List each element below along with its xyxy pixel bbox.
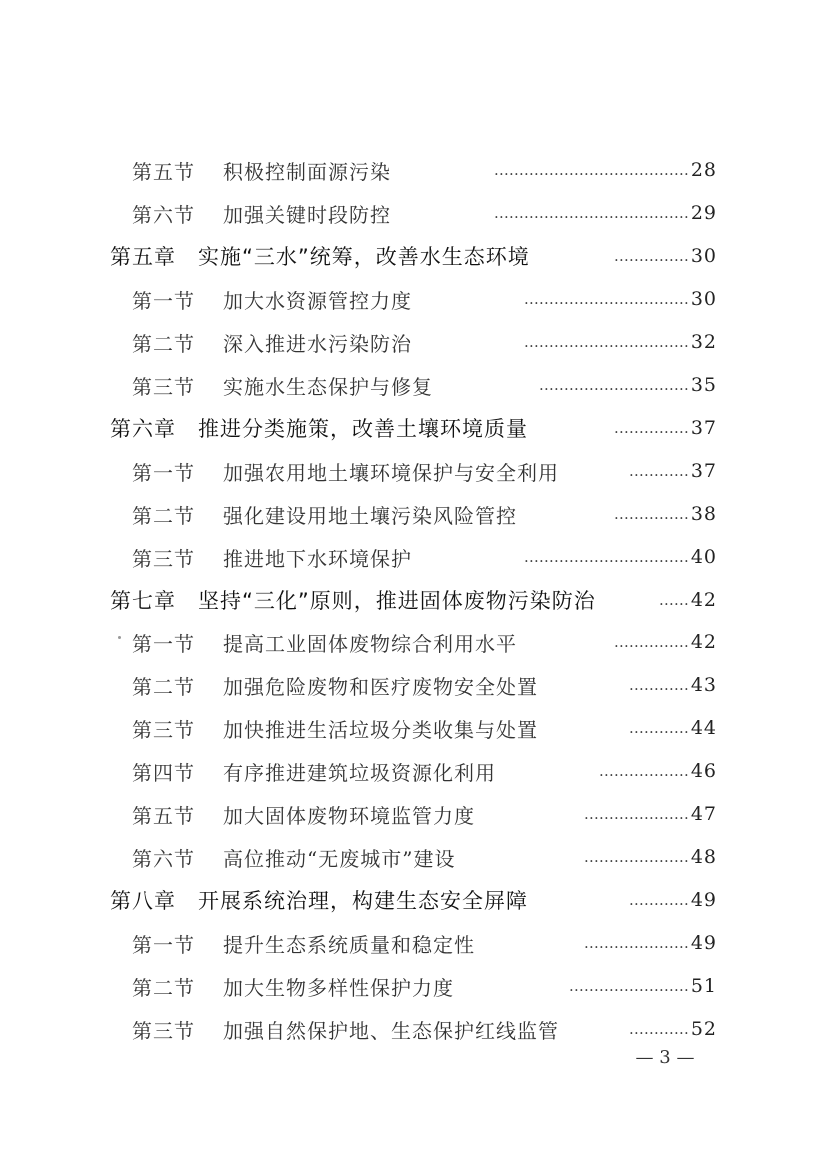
- toc-chapter-row[interactable]: [0, 885, 827, 915]
- toc-leader: [588, 460, 717, 482]
- toc-leader: [410, 159, 717, 181]
- page-number: 42: [690, 589, 717, 611]
- page-number: 47: [690, 803, 717, 825]
- chapter-number: 第八章: [110, 889, 176, 913]
- section-number: 第二节: [132, 674, 195, 699]
- section-title: 加强危险废物和医疗废物安全处置: [223, 674, 538, 699]
- leader-dots: …………: [628, 462, 689, 480]
- page-number: 38: [690, 503, 717, 525]
- chapter-title: 推进分类施策，改善土壤环境质量: [198, 417, 528, 441]
- toc-section-row[interactable]: [0, 155, 827, 185]
- toc-section-row[interactable]: [0, 198, 827, 228]
- toc-leader: [432, 288, 717, 310]
- leader-dots: ……………………: [568, 977, 689, 995]
- page-number: 42: [690, 631, 717, 653]
- page-number: 49: [690, 889, 717, 911]
- leader-dots: ………………: [598, 762, 689, 780]
- section-title: 有序推进建筑垃圾资源化利用: [223, 760, 496, 785]
- page-number: 30: [690, 245, 717, 267]
- scan-speck: [118, 636, 121, 639]
- leader-dots: …………………: [583, 848, 689, 866]
- section-number: 第二节: [132, 503, 195, 528]
- page-number: 35: [690, 374, 717, 396]
- section-title: 加大生物多样性保护力度: [223, 975, 454, 1000]
- page-number: 29: [690, 202, 717, 224]
- toc-leader: [500, 803, 717, 825]
- section-title: 加强农用地土壤环境保护与安全利用: [223, 460, 559, 485]
- leader-dots: …………………………………: [493, 161, 689, 179]
- toc-leader: [453, 374, 717, 396]
- page-number: 37: [690, 460, 717, 482]
- section-title: 积极控制面源污染: [223, 159, 391, 184]
- leader-dots: …………………………: [538, 376, 689, 394]
- toc-section-row[interactable]: [0, 799, 827, 829]
- section-number: 第四节: [132, 760, 195, 785]
- page-number-footer: — 3 —: [635, 1047, 695, 1068]
- page-number: 49: [690, 932, 717, 954]
- section-title: 加快推进生活垃圾分类收集与处置: [223, 717, 538, 742]
- toc-section-row[interactable]: [0, 928, 827, 958]
- leader-dots: …………: [628, 1020, 689, 1038]
- leader-dots: …………: [628, 719, 689, 737]
- toc-chapter-row[interactable]: [0, 413, 827, 443]
- section-number: 第二节: [132, 975, 195, 1000]
- section-title: 加大固体废物环境监管力度: [223, 803, 475, 828]
- section-number: 第三节: [132, 717, 195, 742]
- toc-section-row[interactable]: [0, 499, 827, 529]
- section-title: 加大水资源管控力度: [223, 288, 412, 313]
- toc-section-row[interactable]: [0, 370, 827, 400]
- leader-dots: ……………………………: [523, 290, 689, 308]
- page-number: 46: [690, 760, 717, 782]
- section-title: 提高工业固体废物综合利用水平: [223, 631, 517, 656]
- chapter-title: 坚持“三化”原则，推进固体废物污染防治: [198, 589, 596, 613]
- section-number: 第三节: [132, 374, 195, 399]
- page-number: 40: [690, 546, 717, 568]
- leader-dots: ……………: [613, 247, 689, 265]
- chapter-number: 第五章: [110, 245, 176, 269]
- leader-dots: ……………: [613, 505, 689, 523]
- toc-section-row[interactable]: [0, 284, 827, 314]
- section-number: 第一节: [132, 932, 195, 957]
- leader-dots: …………………: [583, 805, 689, 823]
- toc-leader: [432, 546, 717, 568]
- leader-dots: ……………: [613, 419, 689, 437]
- leader-dots: ……………: [613, 633, 689, 651]
- section-title: 加强关键时段防控: [223, 202, 391, 227]
- toc-leader: [619, 589, 717, 611]
- toc-section-row[interactable]: [0, 971, 827, 1001]
- toc-leader: [519, 760, 717, 782]
- section-title: 加强自然保护地、生态保护红线监管: [223, 1018, 559, 1043]
- toc-section-row[interactable]: [0, 327, 827, 357]
- toc-section-row[interactable]: [0, 456, 827, 486]
- chapter-title: 开展系统治理，构建生态安全屏障: [198, 889, 528, 913]
- toc-leader: [542, 503, 717, 525]
- leader-dots: ……: [658, 591, 689, 609]
- chapter-number: 第七章: [110, 589, 176, 613]
- toc-section-row[interactable]: [0, 842, 827, 872]
- section-title: 提升生态系统质量和稳定性: [223, 932, 475, 957]
- page-number: 44: [690, 717, 717, 739]
- toc-leader: [478, 975, 717, 997]
- section-number: 第一节: [132, 288, 195, 313]
- toc-leader: [565, 717, 717, 739]
- section-number: 第三节: [132, 1018, 195, 1043]
- toc-leader: [594, 1018, 717, 1040]
- section-number: 第一节: [132, 460, 195, 485]
- toc-section-row[interactable]: [0, 756, 827, 786]
- leader-dots: ……………………………: [523, 548, 689, 566]
- page-number: 28: [690, 159, 717, 181]
- section-number: 第五节: [132, 159, 195, 184]
- page-number: 51: [690, 975, 717, 997]
- toc-section-row[interactable]: [0, 627, 827, 657]
- section-number: 第三节: [132, 546, 195, 571]
- section-title: 强化建设用地土壤污染风险管控: [223, 503, 517, 528]
- toc-section-row[interactable]: [0, 670, 827, 700]
- leader-dots: …………: [628, 891, 689, 909]
- leader-dots: ……………………………: [523, 333, 689, 351]
- toc-chapter-row[interactable]: [0, 585, 827, 615]
- toc-leader: [432, 331, 717, 353]
- leader-dots: …………………: [583, 934, 689, 952]
- page-number: 32: [690, 331, 717, 353]
- page-number: 48: [690, 846, 717, 868]
- page-number: 37: [690, 417, 717, 439]
- page-number: 43: [690, 674, 717, 696]
- page-number: 52: [690, 1018, 717, 1040]
- section-title: 推进地下水环境保护: [223, 546, 412, 571]
- toc-leader: [540, 889, 717, 911]
- section-number: 第二节: [132, 331, 195, 356]
- section-number: 第五节: [132, 803, 195, 828]
- section-number: 第六节: [132, 202, 195, 227]
- chapter-title: 实施“三水”统筹，改善水生态环境: [198, 245, 530, 269]
- leader-dots: …………: [628, 676, 689, 694]
- page-number: 30: [690, 288, 717, 310]
- toc-section-row[interactable]: [0, 713, 827, 743]
- leader-dots: …………………………………: [493, 204, 689, 222]
- toc-leader: [565, 245, 717, 267]
- toc-leader: [500, 932, 717, 954]
- toc-section-row[interactable]: [0, 1014, 827, 1044]
- toc-leader: [545, 631, 717, 653]
- section-title: 实施水生态保护与修复: [223, 374, 433, 399]
- section-title: 高位推动“无废城市”建设: [223, 846, 456, 871]
- toc-leader: [538, 417, 717, 439]
- toc-leader: [410, 202, 717, 224]
- toc-leader: [500, 846, 717, 868]
- section-number: 第六节: [132, 846, 195, 871]
- chapter-number: 第六章: [110, 417, 176, 441]
- section-number: 第一节: [132, 631, 195, 656]
- toc-leader: [565, 674, 717, 696]
- section-title: 深入推进水污染防治: [223, 331, 412, 356]
- toc-section-row[interactable]: [0, 542, 827, 572]
- toc-chapter-row[interactable]: [0, 241, 827, 271]
